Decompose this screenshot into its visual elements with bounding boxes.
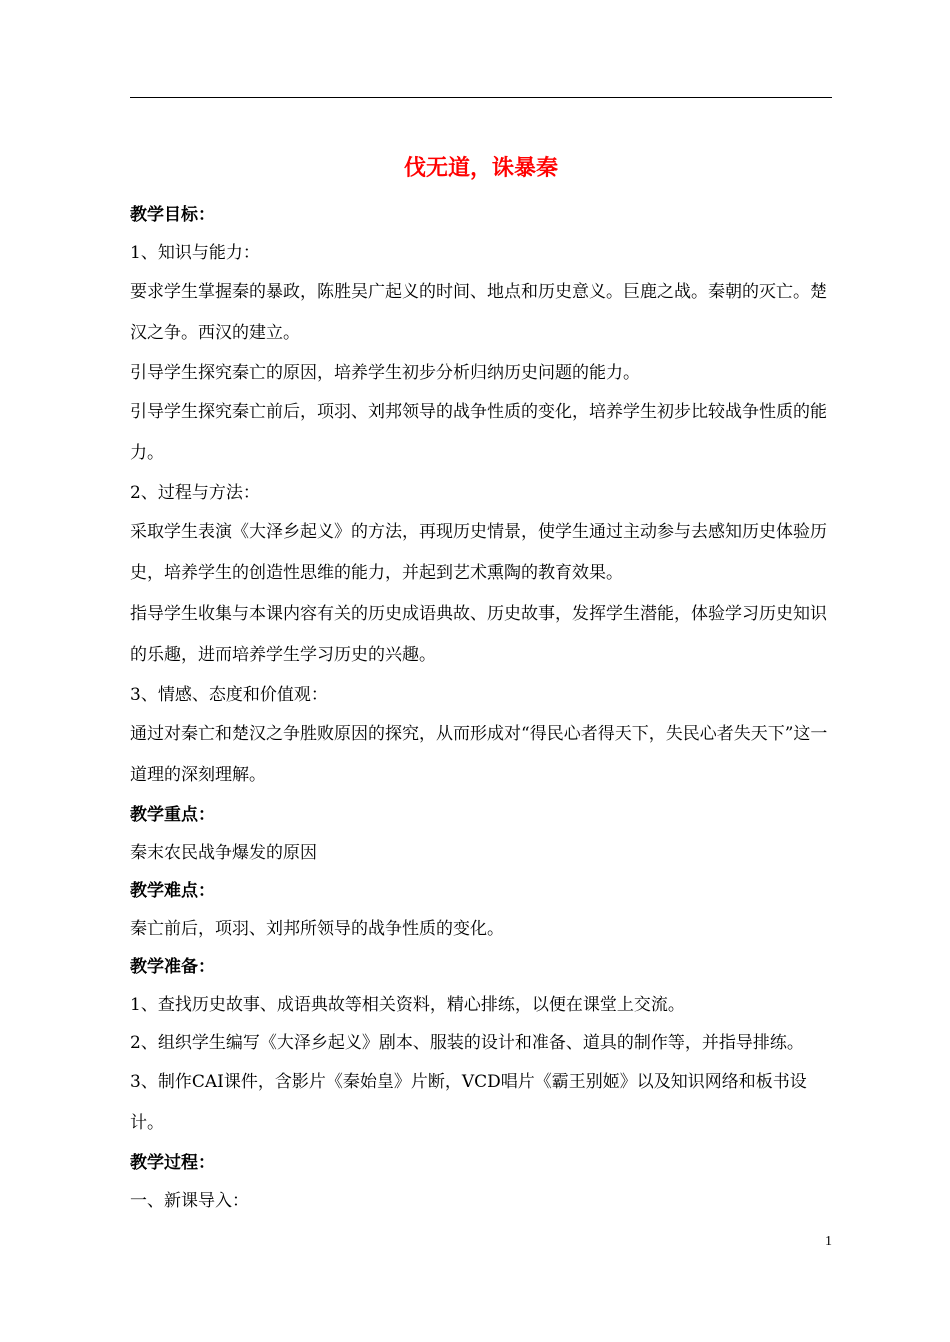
paragraph: 秦末农民战争爆发的原因 bbox=[130, 843, 317, 863]
paragraph: 通过对秦亡和楚汉之争胜败原因的探究，从而形成对“得民心者得天下，失民心者失天下”这一道理的深刻理解。 bbox=[130, 724, 828, 785]
heading-preparation: 教学准备： bbox=[130, 957, 215, 977]
paragraph: 采取学生表演《大泽乡起义》的方法，再现历史情景，使学生通过主动参与去感知历史体验历史，培养学生的创造性思维的能力，并起到艺术熏陶的教育效果。 bbox=[130, 522, 827, 583]
heading-teaching-process: 教学过程： bbox=[130, 1153, 215, 1173]
page-number: 1 bbox=[825, 1234, 832, 1249]
document-body bbox=[130, 152, 832, 1220]
paragraph: 1、查找历史故事、成语典故等相关资料，精心排练，以便在课堂上交流。 bbox=[130, 995, 685, 1015]
subheading-emotion-values: 3、情感、态度和价值观： bbox=[130, 685, 328, 705]
paragraph: 2、组织学生编写《大泽乡起义》剧本、服装的设计和准备、道具的制作等，并指导排练。 bbox=[130, 1033, 804, 1053]
heading-difficulties: 教学难点： bbox=[130, 881, 215, 901]
heading-teaching-objectives: 教学目标： bbox=[130, 205, 215, 225]
subheading-new-lesson-intro: 一、新课导入： bbox=[130, 1191, 249, 1211]
heading-key-points: 教学重点： bbox=[130, 805, 215, 825]
document-title: 伐无道，诛暴秦 bbox=[403, 155, 558, 181]
paragraph: 指导学生收集与本课内容有关的历史成语典故、历史故事，发挥学生潜能，体验学习历史知识的乐趣，进而培养学生学习历史的兴趣。 bbox=[130, 604, 827, 665]
paragraph: 要求学生掌握秦的暴政，陈胜吴广起义的时间、地点和历史意义。巨鹿之战。秦朝的灭亡。楚汉之争。西汉的建立。 bbox=[130, 282, 827, 343]
subheading-process-method: 2、过程与方法： bbox=[130, 483, 260, 503]
paragraph: 秦亡前后，项羽、刘邦所领导的战争性质的变化。 bbox=[130, 919, 504, 939]
header-rule bbox=[130, 97, 832, 98]
paragraph: 引导学生探究秦亡前后，项羽、刘邦领导的战争性质的变化，培养学生初步比较战争性质的能力。 bbox=[130, 402, 827, 463]
paragraph: 3、制作CAI课件，含影片《秦始皇》片断，VCD唱片《霸王别姬》以及知识网络和板书设计。 bbox=[130, 1072, 807, 1133]
paragraph: 引导学生探究秦亡的原因，培养学生初步分析归纳历史问题的能力。 bbox=[130, 363, 640, 383]
subheading-knowledge-ability: 1、知识与能力： bbox=[130, 243, 260, 263]
